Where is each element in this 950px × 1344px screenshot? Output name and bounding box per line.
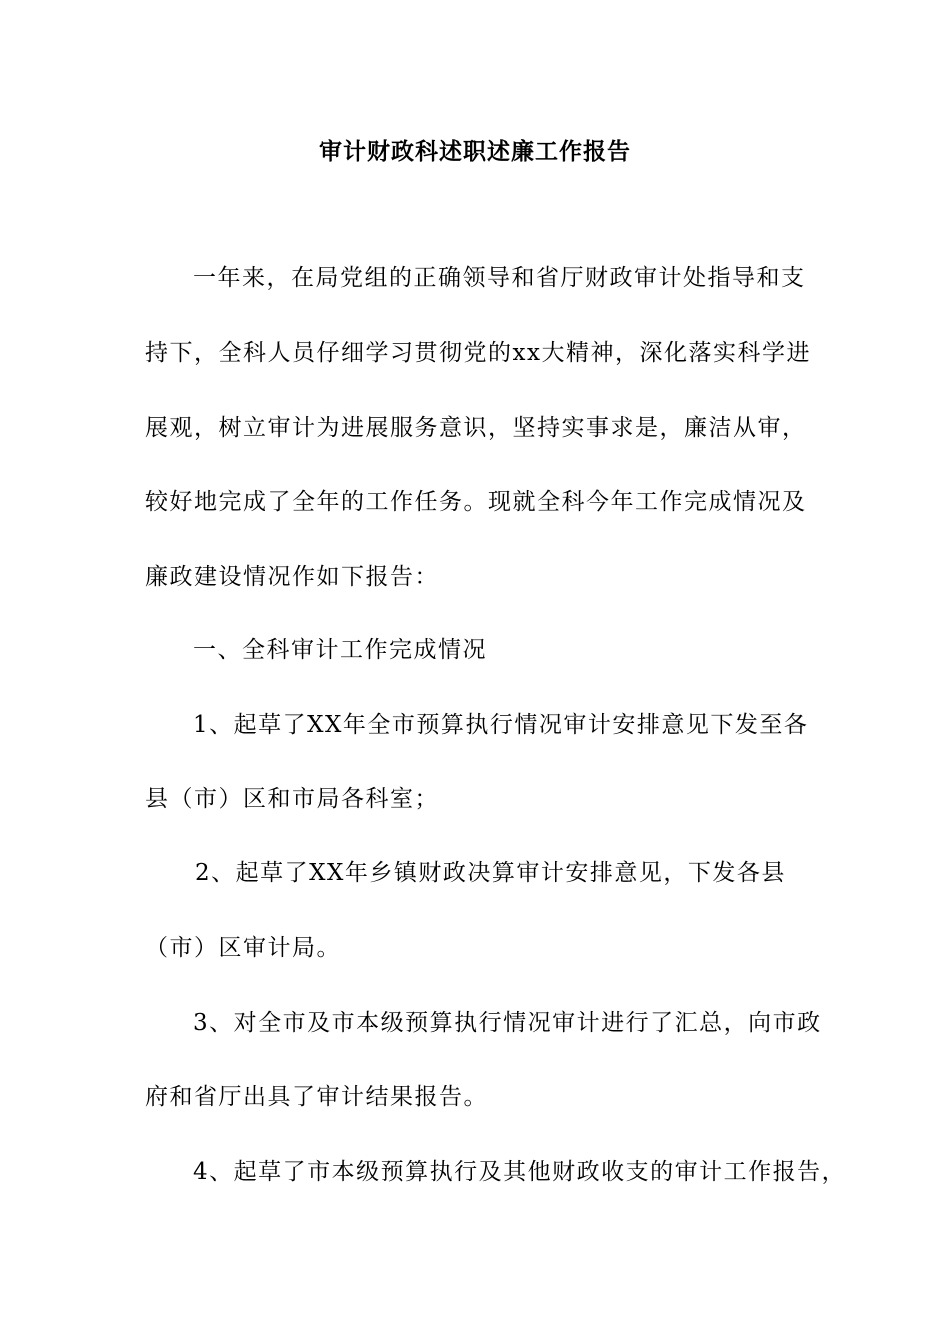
body-line: 1、起草了XX年全市预算执行情况审计安排意见下发至各 — [193, 712, 809, 738]
page-title: 审计财政科述职述廉工作报告 — [319, 138, 631, 165]
body-line: 一年来，在局党组的正确领导和省厅财政审计处指导和支 — [193, 265, 806, 291]
body-line: 4、起草了市本级预算执行及其他财政收支的审计工作报告， — [193, 1159, 847, 1185]
body-line: 较好地完成了全年的工作任务。现就全科今年工作完成情况及 — [145, 489, 807, 515]
body-line: 展观，树立审计为进展服务意识，坚持实事求是，廉洁从审， — [145, 415, 807, 441]
body-line: 县（市）区和市局各科室； — [145, 786, 439, 812]
body-line: 府和省厅出具了审计结果报告。 — [145, 1084, 488, 1110]
body-line: （市）区审计局。 — [145, 935, 341, 961]
body-line: 2、起草了XX年乡镇财政决算审计安排意见，下发各县 — [195, 860, 786, 886]
section-heading: 一、全科审计工作完成情况 — [193, 637, 487, 663]
body-line: 持下，全科人员仔细学习贯彻党的xx大精神，深化落实科学进 — [145, 340, 811, 366]
body-line: 3、对全市及市本级预算执行情况审计进行了汇总，向市政 — [193, 1010, 822, 1036]
body-line: 廉政建设情况作如下报告： — [145, 564, 439, 590]
